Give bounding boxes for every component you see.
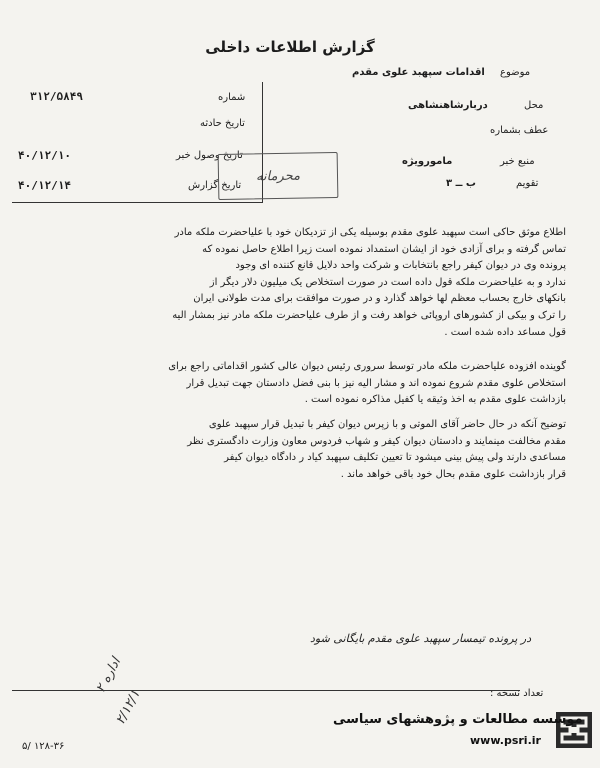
body-line: توضیح آنکه در حال حاضر آقای الموتی و با زپرس دیوان کیفر با تبدیل قرار سپهبد علوی [208, 418, 566, 430]
hand-note: اداره ۲ [93, 655, 124, 696]
receipt-date-value: ۴۰/۱۲/۱۰ [18, 149, 71, 162]
body-line: مساعدی دارند ولی پیش بینی میشود تا تعیین تکلیف سپهبد کیاد ر دادگاه دیوان کیفر [224, 452, 566, 464]
body-line: پرونده وی در دیوان کیفر راجع بانتخابات و شرکت واحد دلایل قانع کننده ای وجود [235, 260, 566, 272]
confidential-stamp: محرمانه [218, 152, 339, 200]
place-value: دربارشاهنشاهی [408, 100, 488, 111]
body-line: بانکهای خارج بحساب معظم لها خواهد گذارد و در صورت موافقت برای مدت طولانی ایران [193, 293, 566, 305]
evaluation-value: ب ــ ۳ [446, 178, 476, 189]
incident-date-label: تاریخ حادثه [200, 118, 245, 129]
report-title: گزارش اطلاعات داخلی [205, 38, 375, 56]
body-line: ندارد و به علیاحضرت ملکه قول داده است در صورت استخلاص یک میلیون دلار دیگر از [209, 276, 566, 288]
hand-date: ۲/۱۲/۱ [113, 687, 144, 728]
body-line: مقدم مخالفت مینمایند و دادستان دیوان کیفر و شهاب فردوس معاون وزارت دادگستری نظر [187, 435, 566, 447]
subject-value: اقدامات سپهبد علوی مقدم [352, 67, 485, 78]
receipt-date-label: تاریخ وصول خبر [176, 150, 243, 161]
copy-count-label: تعداد نسخه : [490, 688, 544, 699]
institute-name: موسسه مطالعات و پژوهشهای سیاسی [333, 712, 583, 727]
number-value: ۳۱۲/۵۸۴۹ [30, 90, 83, 103]
body-line: تماس گرفته و برای آزادی خود از ایشان استمداد نموده است زیرا اطلاع حاصل نموده که [202, 243, 566, 255]
source-label: منبع خبر [500, 156, 535, 167]
subject-label: موضوع [500, 67, 531, 78]
report-date-label: تاریخ گزارش [188, 180, 242, 191]
report-date-value: ۴۰/۱۲/۱۴ [18, 179, 71, 192]
report-body [56, 225, 566, 483]
place-label: محل [524, 100, 544, 111]
reference-label: عطف بشماره [490, 125, 549, 136]
body-line: قول مساعد داده شده است . [444, 326, 566, 338]
source-value: مامورویژه [402, 156, 453, 167]
number-label: شماره [218, 92, 246, 103]
body-line: گوینده افزوده علیاحضرت ملکه مادر توسط سروری رئیس دیوان عالی کشور اقداماتی راجع برای [168, 361, 566, 373]
body-line: قرار بازداشت علوی مقدم بحال خود باقی خواهد ماند . [340, 468, 566, 480]
body-line: بازداشت علوی مقدم به اخذ وثیقه یا کفیل مذاکره نموده است . [304, 394, 566, 406]
body-line: را ترک و بیکی از کشورهای اروپائی خواهد رفت و از طرف علیاحضرت ملکه مادر نیز بمشار الیه [172, 309, 566, 321]
footer-divider [12, 690, 520, 691]
body-line: استخلاص علوی مقدم شروع نموده اند و مشار الیه نیز با بنی فضل دادستان جهت تبدیل قرار [186, 377, 566, 389]
institute-url: www.psri.ir [470, 734, 541, 747]
filing-note: در پرونده تیمسار سپهبد علوی مقدم بایگانی شود [310, 632, 532, 645]
evaluation-label: تقویم [516, 178, 539, 189]
document-code: ۱۲۸-۳۶ /۵ [22, 741, 65, 752]
body-line: اطلاع موثق حاکی است سپهبد علوی مقدم بوسیله یکی از تزدیکان خود با علیاحضرت ملکه مادر [174, 227, 566, 238]
